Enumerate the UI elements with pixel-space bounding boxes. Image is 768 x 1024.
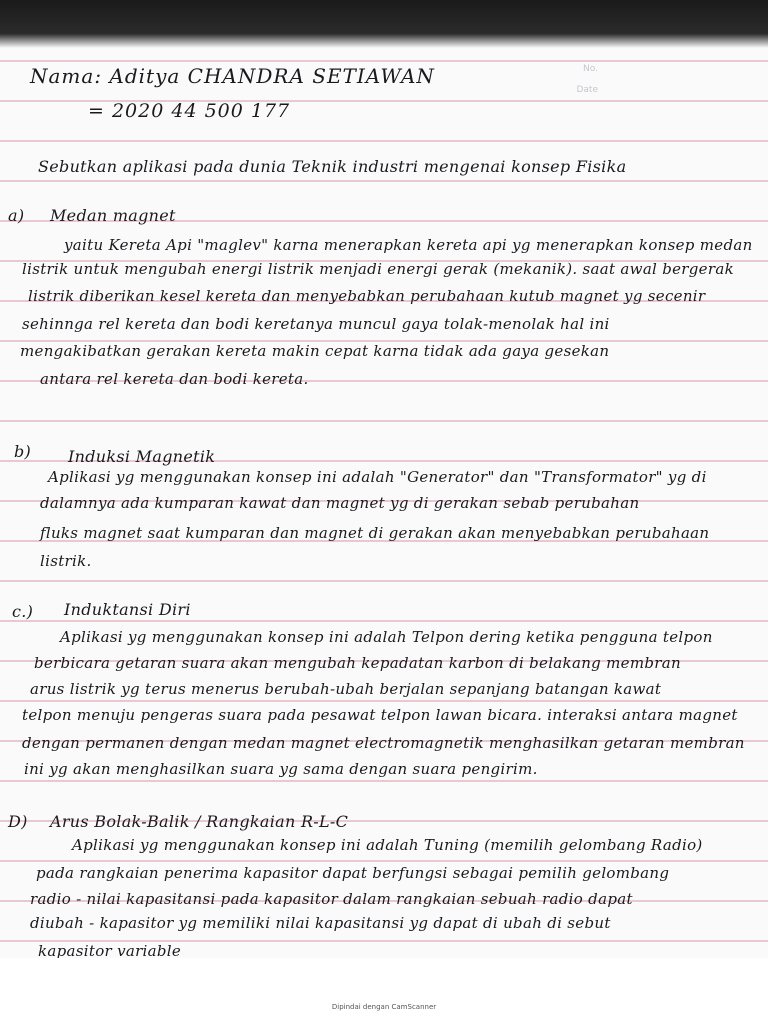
section-d-title: Arus Bolak-Balik / Rangkaian R-L-C xyxy=(50,812,349,831)
scanner-watermark: Dipindai dengan CamScanner xyxy=(331,1003,437,1011)
section-a-line: antara rel kereta dan bodi kereta. xyxy=(40,370,309,388)
scan-top-band xyxy=(0,0,768,48)
section-c-label: c.) xyxy=(12,602,34,621)
section-b-line: dalamnya ada kumparan kawat dan magnet yg di gerakan sebab perubahan xyxy=(40,494,640,512)
section-a-title: Medan magnet xyxy=(50,206,176,225)
section-c-line: Aplikasi yg menggunakan konsep ini adalah Telpon dering ketika pengguna telpon xyxy=(60,628,713,646)
no-label: No. xyxy=(583,64,598,74)
section-a-line: sehinnga rel kereta dan bodi keretanya muncul gaya tolak-menolak hal ini xyxy=(22,315,610,333)
section-b-label: b) xyxy=(14,442,32,461)
section-c-line: arus listrik yg terus menerus berubah-ubah berjalan sepanjang batangan kawat xyxy=(30,680,662,698)
section-d-line: kapasitor variable xyxy=(38,942,182,958)
student-name: Nama: Aditya CHANDRA SETIAWAN xyxy=(30,64,435,88)
section-c-line: dengan permanen dengan medan magnet electromagnetik menghasilkan getaran membran xyxy=(22,734,745,752)
section-d-line: Aplikasi yg menggunakan konsep ini adalah Tuning (memilih gelombang Radio) xyxy=(72,836,703,854)
section-c-line: berbicara getaran suara akan mengubah kepadatan karbon di belakang membran xyxy=(34,654,681,672)
section-a-line: listrik diberikan kesel kereta dan menyebabkan perubahaan kutub magnet yg secenir xyxy=(28,287,706,305)
section-b-line: listrik. xyxy=(40,552,92,570)
section-a-line: mengakibatkan gerakan kereta makin cepat karna tidak ada gaya gesekan xyxy=(20,342,610,360)
section-c-title: Induktansi Diri xyxy=(64,600,191,619)
section-d-label: D) xyxy=(8,812,28,831)
section-b-line: Aplikasi yg menggunakan konsep ini adalah "Generator" dan "Transformator" yg di xyxy=(48,468,707,486)
section-d-line: diubah - kapasitor yg memiliki nilai kapasitansi yg dapat di ubah di sebut xyxy=(30,914,611,932)
section-b-line: fluks magnet saat kumparan dan magnet di gerakan akan menyebabkan perubahaan xyxy=(40,524,710,542)
section-a-line: listrik untuk mengubah energi listrik menjadi energi gerak (mekanik). saat awal bergerak xyxy=(22,260,734,278)
section-c-line: telpon menuju pengeras suara pada pesawat telpon lawan bicara. interaksi antara magnet xyxy=(22,706,738,724)
section-a-label: a) xyxy=(8,206,25,225)
question-text: Sebutkan aplikasi pada dunia Teknik industri mengenai konsep Fisika xyxy=(38,157,627,176)
student-id: = 2020 44 500 177 xyxy=(88,100,291,122)
section-a-line: yaitu Kereta Api "maglev" karna menerapkan kereta api yg menerapkan konsep medan xyxy=(64,236,753,254)
section-b-title: Induksi Magnetik xyxy=(68,447,216,466)
section-c-line: ini yg akan menghasilkan suara yg sama dengan suara pengirim. xyxy=(24,760,538,778)
section-d-line: radio - nilai kapasitansi pada kapasitor dalam rangkaian sebuah radio dapat xyxy=(30,890,633,908)
date-label: Date xyxy=(576,85,598,95)
section-d-line: pada rangkaian penerima kapasitor dapat berfungsi sebagai pemilih gelombang xyxy=(36,864,670,882)
